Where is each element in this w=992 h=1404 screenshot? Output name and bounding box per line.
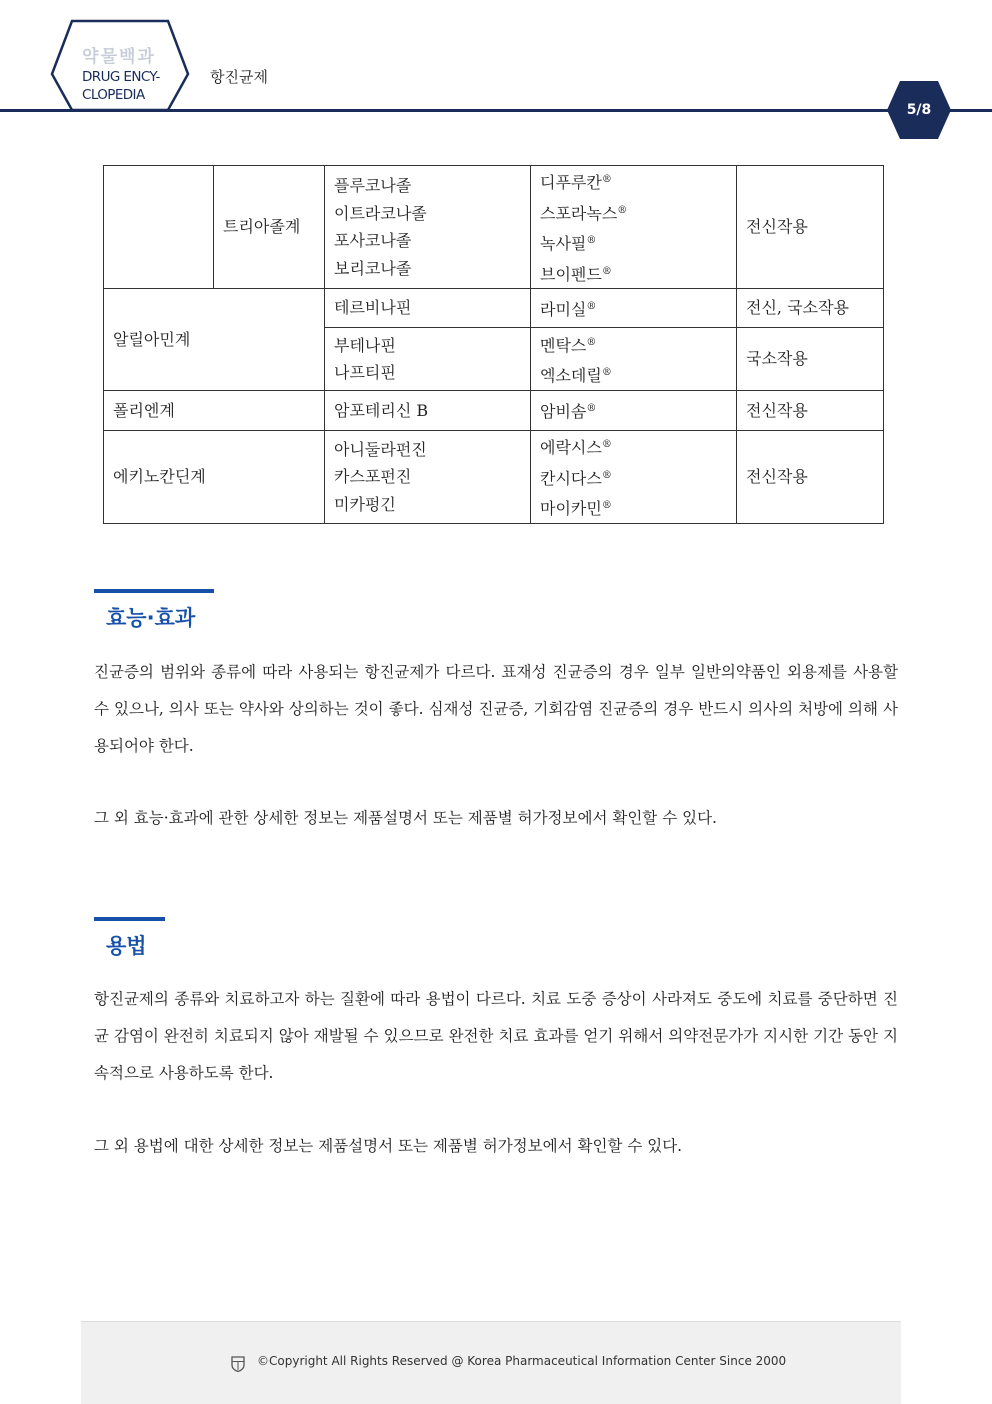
registered-mark: ®	[617, 204, 628, 216]
efficacy-paragraph-1: 진균증의 범위와 종류에 따라 사용되는 항진균제가 다르다. 표재성 진균증의 경우 일부 일반의약품인 외용제를 사용할 수 있으나, 의사 또는 약사와 상의하는 것이 좋다. 심재성 진균증, 기회감염 진균증의 경우 반드시 의사의 처방에 의해 사용되어야 한다.	[94, 663, 898, 755]
registered-mark: ®	[601, 265, 612, 277]
ingredient-name: 테르비나핀	[334, 298, 412, 318]
section-accent-bar	[94, 589, 214, 593]
table-row	[104, 289, 884, 328]
ingredient-names-cell	[325, 391, 531, 431]
copyright-text: ©Copyright All Rights Reserved @ Korea Pharmaceutical Information Center Since 2000	[257, 1354, 787, 1368]
ingredient-name: 포사코나졸	[334, 231, 412, 250]
brand-name: 멘탁스	[540, 335, 587, 355]
registered-mark: ®	[601, 500, 612, 511]
brand-name: 에락시스	[540, 438, 602, 457]
action-type: 전신작용	[737, 431, 884, 524]
action-type: 전신작용	[737, 166, 884, 289]
brand-item	[540, 197, 727, 228]
brand-item	[540, 359, 727, 390]
brand-name: 칸시다스	[540, 468, 602, 488]
ingredient-names-cell	[325, 289, 531, 328]
page-footer	[81, 1321, 901, 1404]
brand-item	[540, 166, 727, 197]
efficacy-paragraph-2: 그 외 효능·효과에 관한 상세한 정보는 제품설명서 또는 제품별 허가정보에서 확인할 수 있다.	[94, 809, 717, 827]
brand-item	[540, 395, 727, 426]
drug-class: 폴리엔계	[104, 391, 325, 431]
brand-names-cell	[531, 328, 737, 391]
page-number: 5/8	[906, 102, 932, 118]
action-type: 전신, 국소작용	[737, 289, 884, 328]
action-type: 국소작용	[737, 328, 884, 391]
registered-mark: ®	[601, 174, 612, 185]
table-row	[104, 391, 884, 431]
page-indicator-badge	[886, 80, 952, 140]
logo-english-line1: DRUG ENCY-	[82, 69, 160, 85]
table-row	[104, 166, 884, 289]
brand-names-cell	[531, 391, 737, 431]
section-title-efficacy: 효능·효과	[106, 606, 196, 630]
ingredient-name: 암포테리신 B	[334, 400, 429, 420]
brand-name: 녹사필	[540, 234, 587, 253]
brand-item	[540, 258, 727, 289]
brand-item	[540, 329, 727, 360]
registered-mark: ®	[586, 336, 597, 348]
brand-name: 암비솜	[540, 402, 587, 422]
registered-mark: ®	[586, 300, 597, 312]
shield-emblem-icon	[231, 1356, 245, 1372]
registered-mark: ®	[601, 439, 612, 450]
drug-subclass: 트리아졸계	[214, 166, 325, 289]
ingredient-name: 이트라코나졸	[334, 203, 427, 223]
antifungal-drug-table	[103, 165, 884, 524]
registered-mark: ®	[586, 403, 597, 415]
ingredient-names-cell	[325, 328, 531, 391]
action-type: 전신작용	[737, 391, 884, 431]
table-cell-empty	[104, 166, 214, 289]
brand-name: 브이펜드	[540, 264, 602, 284]
ingredient-names-cell	[325, 166, 531, 289]
usage-paragraph-2: 그 외 용법에 대한 상세한 정보는 제품설명서 또는 제품별 허가정보에서 확인할 수 있다.	[94, 1137, 683, 1155]
drug-encyclopedia-logo[interactable]	[50, 18, 194, 114]
brand-name: 라미실	[540, 299, 587, 319]
usage-paragraph-1: 항진균제의 종류와 치료하고자 하는 질환에 따라 용법이 다르다. 치료 도중 증상이 사라져도 중도에 치료를 중단하면 진균 감염이 완전히 치료되지 않아 재발될 수 있으므로 완전한 치료 효과를 얻기 위해서 의약전문가가 지시한 기간 동안 지속적으로 사용하도록 한다.	[94, 990, 898, 1082]
brand-item	[540, 492, 727, 523]
logo-english-line2: CLOPEDIA	[82, 87, 145, 103]
ingredient-name: 아니둘라펀진	[334, 439, 427, 459]
logo-korean-text: 약물백과	[82, 47, 156, 67]
drug-class: 알릴아민계	[104, 289, 325, 391]
brand-name: 엑소데릴	[540, 366, 602, 385]
section-accent-bar	[94, 917, 165, 921]
ingredient-name: 카스포펀진	[334, 467, 412, 486]
brand-item	[540, 227, 727, 258]
ingredient-name: 나프티핀	[334, 363, 396, 382]
registered-mark: ®	[601, 469, 612, 481]
ingredient-name: 부테나핀	[334, 335, 396, 355]
brand-names-cell	[531, 431, 737, 524]
ingredient-name: 보리코나졸	[334, 258, 412, 278]
brand-names-cell	[531, 166, 737, 289]
brand-names-cell	[531, 289, 737, 328]
brand-item	[540, 462, 727, 493]
brand-item	[540, 431, 727, 462]
brand-item	[540, 293, 727, 324]
ingredient-names-cell	[325, 431, 531, 524]
ingredient-name: 플루코나졸	[334, 176, 412, 195]
registered-mark: ®	[586, 235, 597, 246]
document-title: 항진균제	[210, 68, 268, 86]
section-title-usage: 용법	[106, 934, 147, 958]
brand-name: 스포라녹스	[540, 203, 618, 223]
brand-name: 디푸루칸	[540, 173, 602, 192]
drug-class: 에키노칸딘계	[104, 431, 325, 524]
brand-name: 마이카민	[540, 499, 602, 518]
ingredient-name: 미카펑긴	[334, 494, 396, 514]
logo-english-text	[82, 68, 160, 104]
table-row	[104, 431, 884, 524]
registered-mark: ®	[601, 367, 612, 378]
